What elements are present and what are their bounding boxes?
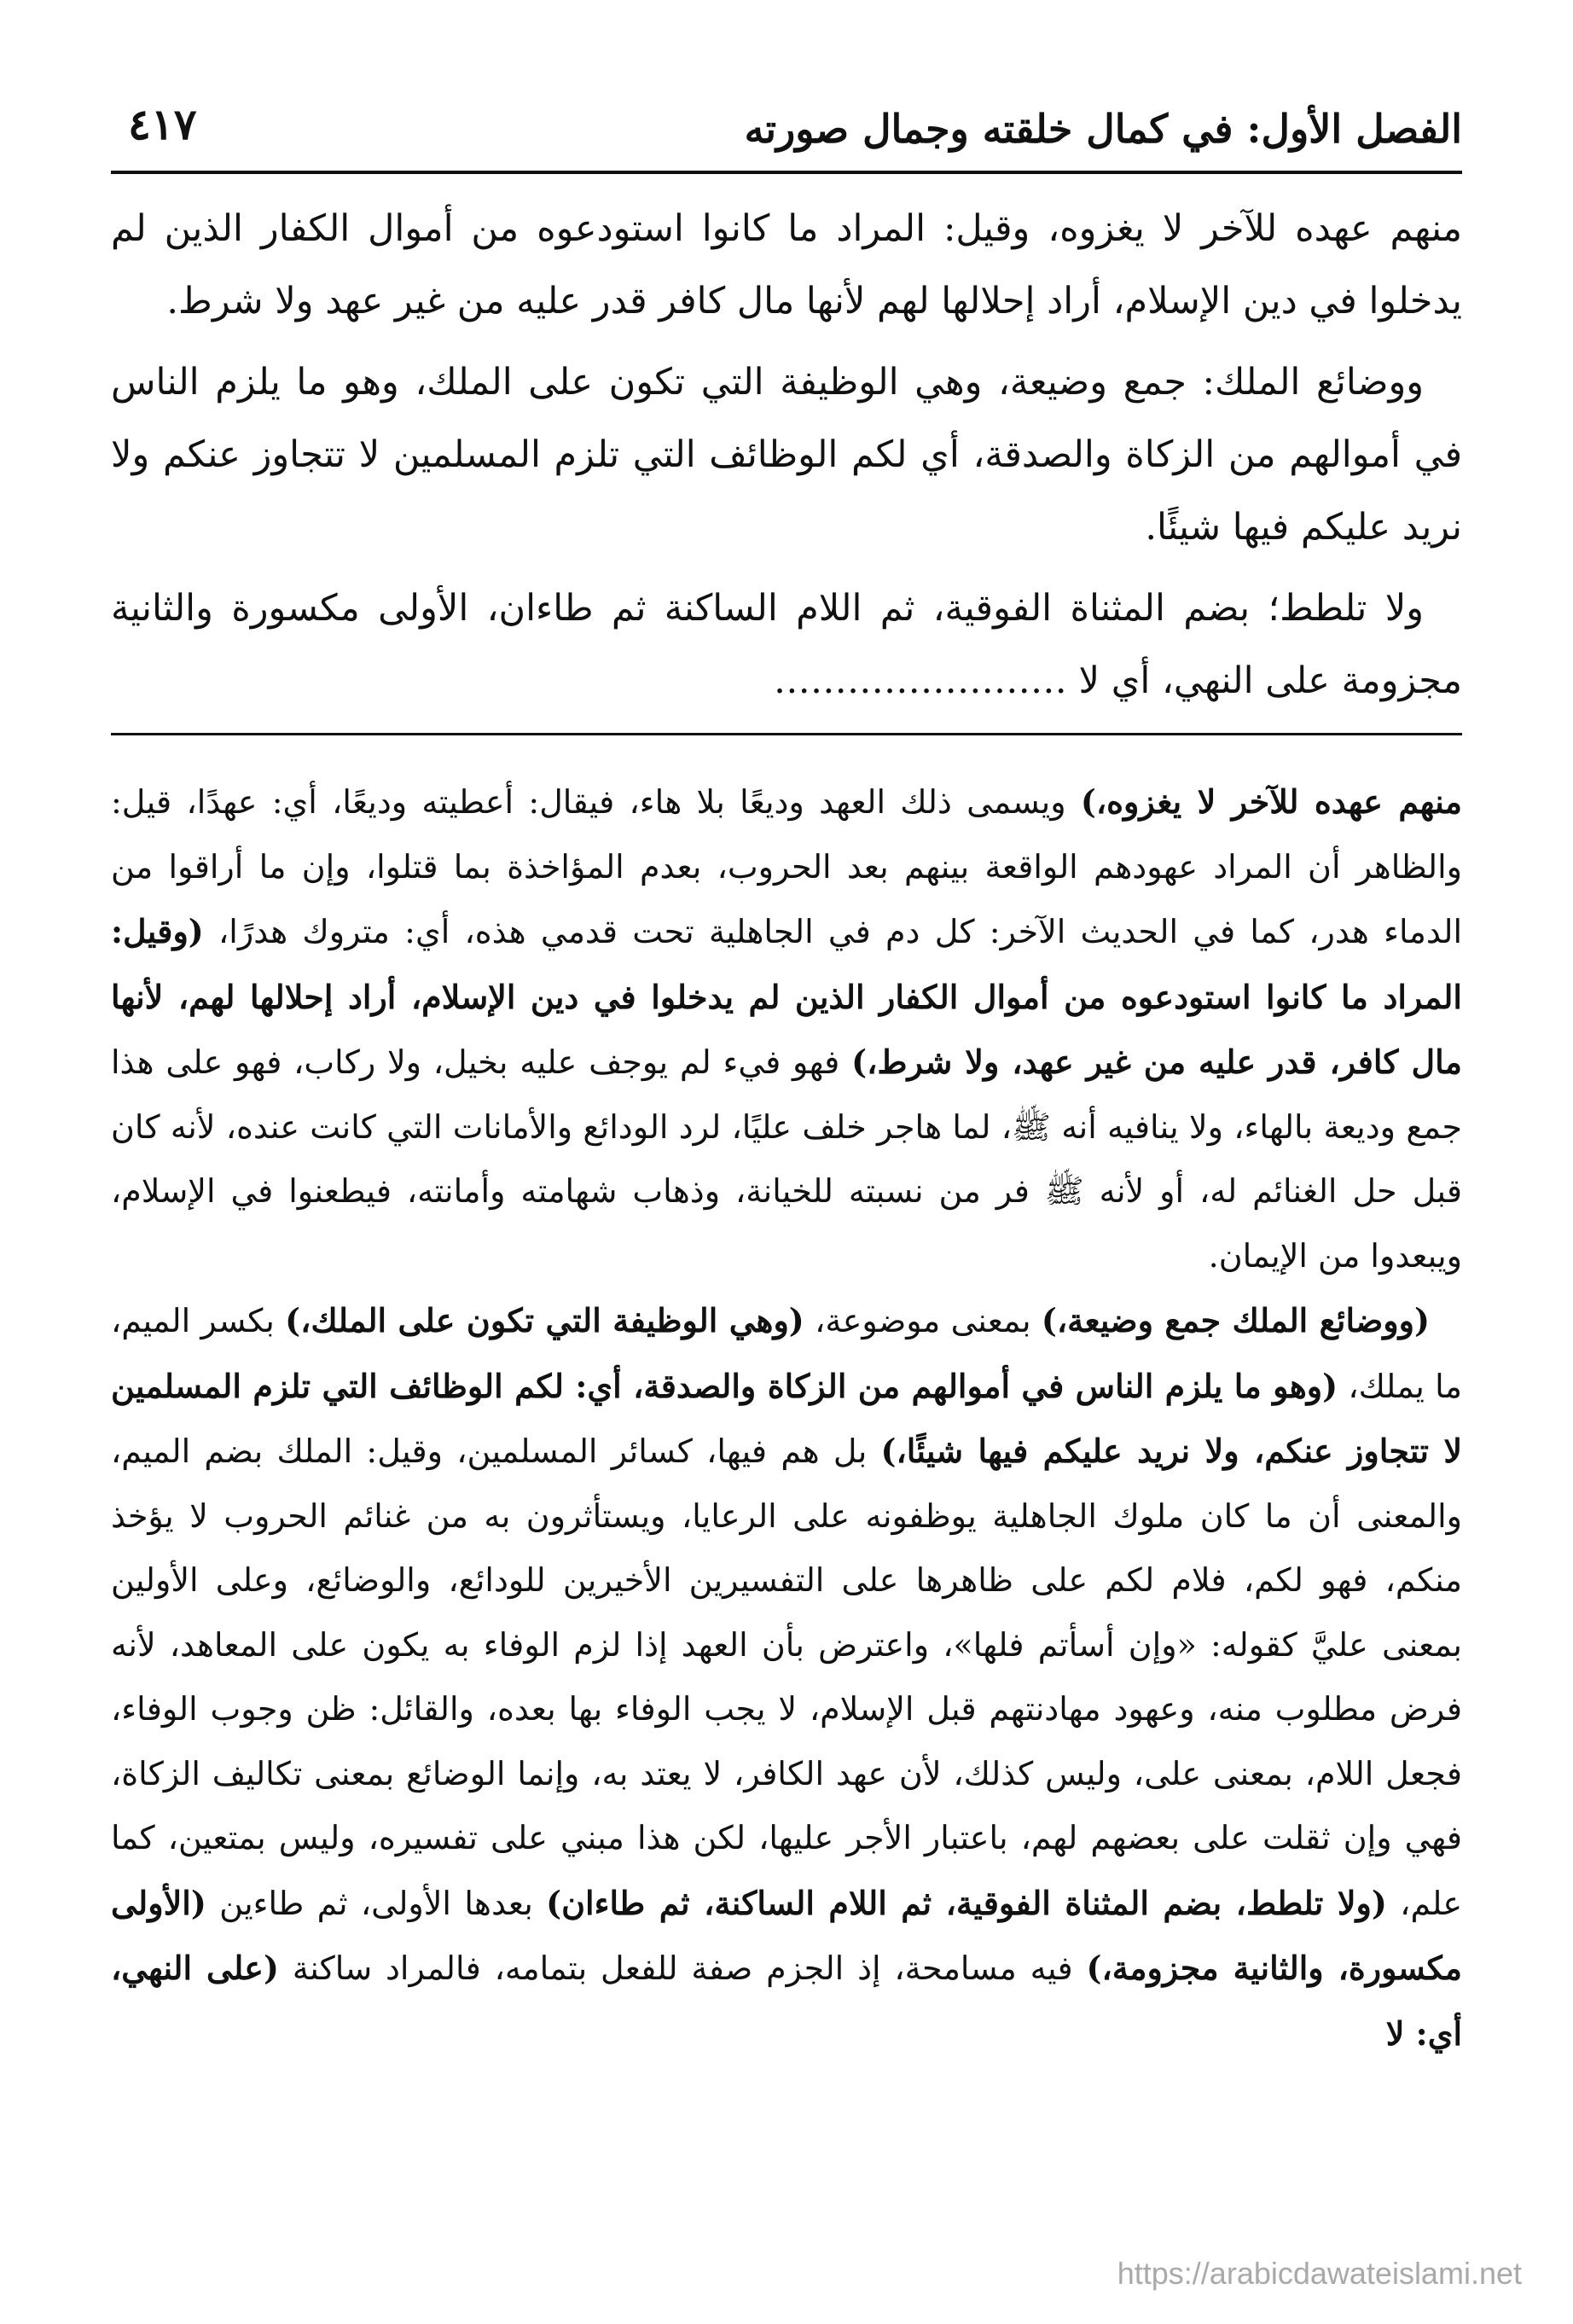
commentary-text-run: بكسر الميم، ما يملك، [111,1302,1463,1405]
commentary-text-run: فيه مسامحة، إذ الجزم صفة للفعل بتمامه، فالمراد ساكنة [278,1949,1087,1987]
quoted-text-run: منهم عهده للآخر لا يغزوه،) [1080,782,1462,821]
site-watermark: https://arabicdawateislami.net [1117,2256,1522,2291]
page-number: ٤١٧ [128,99,197,149]
quoted-text-run: (وهو ما يلزم الناس في أموالهم من الزكاة والصدقة، أي: لكم الوظائف التي تلزم المسلمين لا تتجاوز عنكم، ولا نريد عليكم فيها شيئًا،) [111,1366,1462,1470]
commentary-paragraph-2 [111,1288,1462,2066]
running-header [111,94,1462,174]
quoted-text-run: (على النهي، أي: لا [111,1949,1462,2053]
commentary-text-run: ويسمى ذلك العهد وديعًا بلا هاء، فيقال: أعطيته وديعًا، أي: عهدًا، قيل: والظاهر أن المراد عهودهم الواقعة بينهم بعد الحروب، بعدم المؤاخذة بما قتلوا، وإن ما أراقوا من الدماء هدر، كما في الحديث الآخر: كل دم في الجاهلية تحت قدمي هذه، أي: متروك هدرًا، [111,783,1462,950]
commentary-text-run: بعدها الأولى، ثم طاءين [206,1884,547,1922]
commentary-text-run: فهو فيء لم يوجف عليه بخيل، ولا ركاب، فهو على هذا جمع وديعة بالهاء، ولا ينافيه أنه ﷺ، لما هاجر خلف عليًا، لرد الودائع والأمانات التي كانت عنده، لأنه كان قبل حل الغنائم له، أو لأنه ﷺ فر من نسبته للخيانة، وذهاب شهامته وأمانته، فيطعنوا في الإسلام، ويبعدوا من الإيمان. [111,1043,1462,1275]
commentary-paragraph-1 [111,770,1462,1288]
quoted-text-run: (وقيل: المراد ما كانوا استودعوه من أموال الكفار الذين لم يدخلوا في دين الإسلام، أراد إحلالها لهم، لأنها مال كافر، قدر عليه من غير عهد، ولا شرط،) [111,912,1463,1081]
commentary-text-run: بمعنى موضوعة، [804,1302,1042,1339]
footnote-divider [111,733,1462,735]
commentary-text-run: بل هم فيها، كسائر المسلمين، وقيل: الملك بضم الميم، والمعنى أن ما كان ملوك الجاهلية يوظفونه على الرعايا، ويستأثرون به من غنائم الحروب لا يؤخذ منكم، فهو لكم، فلام لكم على ظاهرها على التفسيرين الأخيرين للودائع، والوضائع، وعلى الأولين بمعنى عليَّ كقوله: «وإن أسأتم فلها»، واعترض بأن العهد إذا لزم الوفاء به يكون على المعاهد، لأنه فرض مطلوب منه، وعهود مهادنتهم قبل الإسلام، لا يجب الوفاء بها بعده، والقائل: ظن وجوب الوفاء، فجعل اللام، بمعنى على، وليس كذلك، لأن عهد الكافر، لا يعتد به، وإنما الوضائع بمعنى تكاليف الزكاة، فهي وإن ثقلت على بعضهم لهم، باعتبار الأجر عليها، لكن هذا مبني على تفسيره، وليس بمتعين، كما علم، [111,1432,1462,1922]
main-paragraph-1: منهم عهده للآخر لا يغزوه، وقيل: المراد ما كانوا استودعوه من أموال الكفار الذين لم يدخلوا في دين الإسلام، أراد إحلالها لهم لأنها مال كافر قدر عليه من غير عهد ولا شرط. [111,207,1462,322]
quoted-text-run: (ووضائع الملك جمع وضيعة،) [1041,1301,1430,1339]
main-paragraph-3: ولا تلطط؛ بضم المثناة الفوقية، ثم اللام الساكنة ثم طاءان، الأولى مكسورة والثانية مجزومة على النهي، أي لا …………………… [111,587,1462,702]
chapter-title: الفصل الأول: في كمال خلقته وجمال صورته [744,106,1462,152]
quoted-text-run: (وهي الوظيفة التي تكون على الملك،) [285,1301,804,1339]
quoted-text-run: (الأولى مكسورة، والثانية مجزومة،) [111,1883,1462,1987]
quoted-text-run: (ولا تلطط، بضم المثناة الفوقية، ثم اللام الساكنة، ثم طاءان) [546,1883,1387,1922]
main-text [111,193,1462,718]
commentary-text [111,770,1462,2066]
main-paragraph-2: ووضائع الملك: جمع وضيعة، وهي الوظيفة التي تكون على الملك، وهو ما يلزم الناس في أموالهم من الزكاة والصدقة، أي لكم الوظائف التي تلزم المسلمين لا تتجاوز عنكم ولا نريد عليكم فيها شيئًا. [111,361,1462,549]
